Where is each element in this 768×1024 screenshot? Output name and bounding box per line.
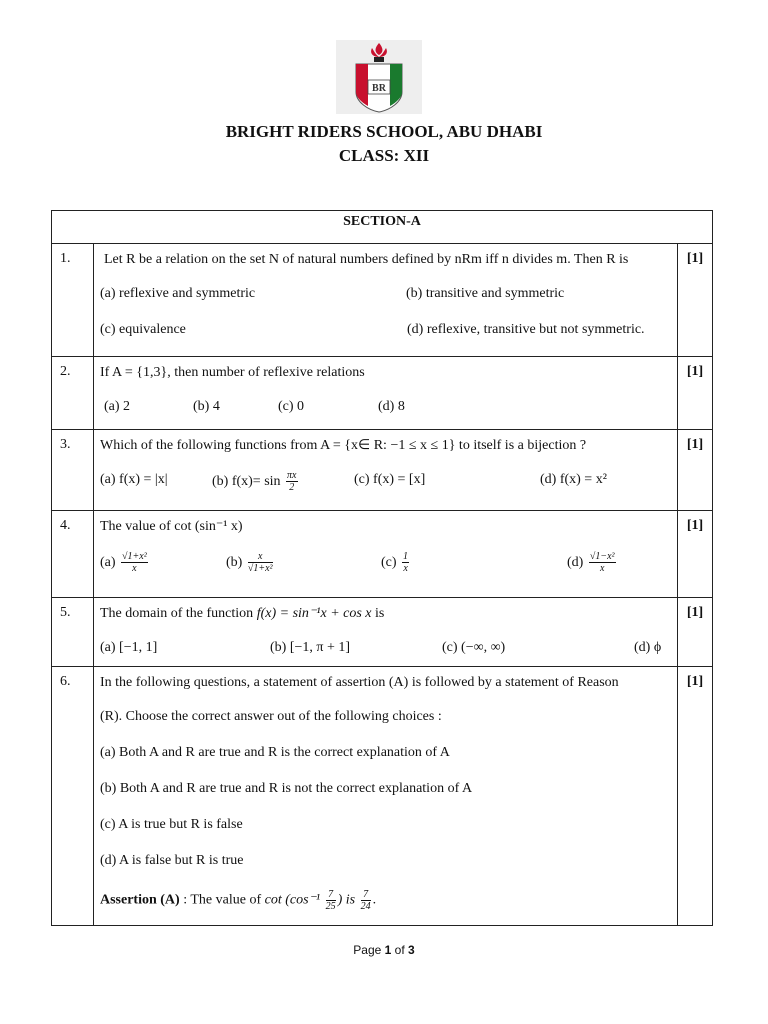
question-row: [52, 430, 713, 511]
option-b: (b) transitive and symmetric: [406, 286, 565, 301]
question-math: f(x) = sin⁻¹x + cos x: [256, 606, 372, 621]
fraction-denominator: x: [132, 563, 137, 574]
question-number: 6.: [52, 667, 94, 926]
option-a: (a) f(x) = |x|: [100, 472, 168, 487]
option-a: (a) Both A and R are true and R is the correct explanation of A: [100, 745, 450, 760]
question-row: [52, 511, 713, 598]
question-text-line-1: In the following questions, a statement of assertion (A) is followed by a statement of Reason: [100, 675, 619, 690]
assertion-label: Assertion (A): [100, 892, 180, 908]
question-marks: [1]: [678, 511, 713, 598]
option-d: (d) 8: [378, 399, 405, 414]
question-text: The value of cot (sin⁻¹ x): [100, 519, 243, 534]
option-b-prefix: (b) f(x)= sin: [212, 473, 281, 489]
option-a: (a) 2: [104, 399, 131, 414]
class-label: CLASS: XII: [338, 146, 430, 165]
fraction: [326, 889, 336, 912]
page-label: Page: [353, 943, 385, 957]
question-number: 4.: [52, 511, 94, 598]
fraction-denominator: x: [403, 563, 408, 574]
option-b: [226, 551, 381, 597]
assertion: Assertion (A) : The value of cot (cos⁻¹ $\frac{7}{25}$ ) is $\frac{7}{24}$ .: [100, 889, 377, 912]
question-text-line-2: (R). Choose the correct answer out of the following choices :: [100, 709, 442, 724]
school-crest-icon: [336, 40, 422, 114]
fraction: [286, 470, 297, 493]
page-number: 1: [384, 943, 392, 957]
fraction-denominator: 25: [325, 901, 336, 912]
question-row: [52, 244, 713, 357]
option-a: (a) reflexive and symmetric: [100, 286, 256, 301]
fraction: [402, 551, 409, 574]
fraction: [361, 889, 371, 912]
question-text-post: is: [371, 606, 385, 621]
option-d: (d) f(x) = x²: [540, 472, 607, 487]
question-table: [51, 210, 713, 926]
page-footer: [0, 943, 768, 957]
option-c: (c) 0: [278, 399, 305, 414]
fraction-numerator: 7: [326, 889, 336, 901]
option-a: (a) [−1, 1]: [100, 640, 158, 655]
question-text: [100, 598, 671, 632]
question-text: If A = {1,3}, then number of reflexive relations: [100, 365, 365, 380]
question-text: Let R be a relation on the set N of natural numbers defined by nRm iff n divides m. Then R is: [104, 252, 629, 267]
fraction-numerator: 7: [361, 889, 371, 901]
fraction-denominator: x: [599, 563, 605, 574]
assertion-text: : The value of: [179, 892, 265, 908]
option-d: (d) ϕ: [634, 640, 662, 655]
option-c: (c) equivalence: [100, 322, 186, 337]
question-number: [52, 598, 94, 667]
question-marks: [1]: [678, 357, 713, 430]
fraction-numerator: x: [248, 551, 273, 563]
fraction: [248, 551, 273, 574]
option-b: (b) 4: [193, 399, 220, 414]
question-number: 3.: [52, 430, 94, 511]
question-text: Which of the following functions from A = {x∈ R: −1 ≤ x ≤ 1} to itself is a bijection ?: [100, 438, 587, 453]
section-title: SECTION-A: [52, 211, 713, 244]
fraction: [589, 551, 616, 574]
option-label: (a): [100, 554, 116, 570]
fraction-numerator: 1: [403, 551, 409, 562]
fraction-denominator: √1+x²: [247, 563, 273, 574]
question-row: [52, 667, 713, 926]
school-name: BRIGHT RIDERS SCHOOL, ABU DHABI: [225, 122, 543, 141]
of-label: of: [391, 943, 409, 957]
option-b: (b) Both A and R are true and R is not the correct explanation of A: [100, 781, 473, 796]
option-d: [567, 551, 618, 597]
logo-text: BR: [372, 83, 386, 94]
fraction-numerator: √1−x²: [589, 551, 615, 562]
question-marks: [1]: [678, 667, 713, 926]
question-text-pre: The domain of the function: [100, 606, 257, 621]
assertion-math: cot (cos⁻¹: [264, 892, 321, 908]
fraction-numerator: √1+x²: [122, 551, 147, 562]
option-b: (b) [−1, π + 1]: [270, 640, 351, 655]
question-marks: [1]: [678, 244, 713, 357]
assertion-is: ) is: [337, 892, 359, 908]
fraction-numerator: πx: [287, 470, 297, 481]
option-b: [212, 470, 354, 510]
option-d: (d) reflexive, transitive but not symmetric.: [407, 322, 645, 337]
option-a: [100, 551, 226, 597]
page-total: 3: [408, 943, 415, 957]
question-number: 1.: [52, 244, 94, 357]
question-row: [52, 598, 713, 667]
fraction-denominator: 2: [289, 482, 295, 493]
question-number: 2.: [52, 357, 94, 430]
option-d: (d) A is false but R is true: [100, 853, 244, 868]
question-marks: [1]: [678, 598, 713, 667]
option-label: (c): [381, 554, 397, 570]
option-c: (c) f(x) = [x]: [354, 472, 426, 487]
fraction: [121, 551, 148, 574]
question-number-text: 5.: [60, 605, 71, 620]
question-marks: [1]: [678, 430, 713, 511]
school-logo: [336, 40, 422, 114]
question-row: [52, 357, 713, 430]
option-label: (b): [226, 554, 243, 570]
fraction-denominator: 24: [360, 901, 371, 912]
option-c: (c) (−∞, ∞): [442, 640, 506, 655]
option-c: (c) A is true but R is false: [100, 817, 243, 832]
option-c: [381, 551, 567, 597]
option-label: (d): [567, 554, 584, 570]
